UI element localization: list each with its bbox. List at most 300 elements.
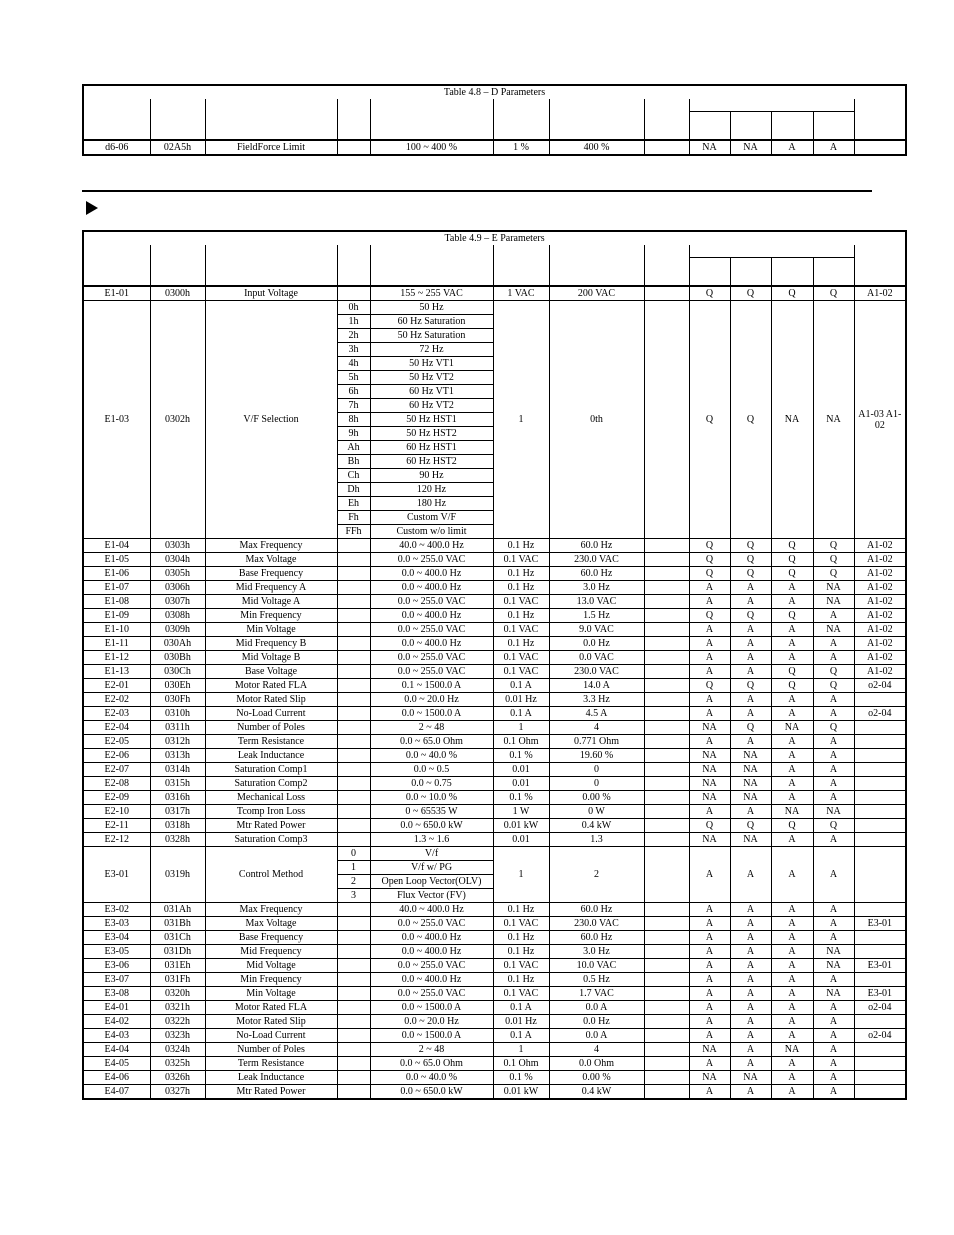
option-label-cell: 60 Hz HST1 — [370, 441, 493, 455]
range-cell: 0.0 ~ 400.0 Hz — [370, 581, 493, 595]
setting-cell — [337, 791, 370, 805]
setting-cell — [337, 903, 370, 917]
param-cell: E2-05 — [83, 735, 150, 749]
param-cell: E3-02 — [83, 903, 150, 917]
setting-cell — [337, 945, 370, 959]
blank-cell — [644, 833, 689, 847]
blank-cell — [644, 651, 689, 665]
range-cell: 0.0 ~ 1500.0 A — [370, 707, 493, 721]
range-cell: 0.0 ~ 255.0 VAC — [370, 987, 493, 1001]
unit-cell: 1 W — [493, 805, 549, 819]
param-cell: E2-04 — [83, 721, 150, 735]
unit-cell: 0.01 — [493, 833, 549, 847]
option-label-cell: Open Loop Vector(OLV) — [370, 875, 493, 889]
name-cell: V/F Selection — [205, 301, 337, 539]
setting-cell — [337, 539, 370, 553]
setting-cell — [337, 553, 370, 567]
mode3-cell: A — [771, 763, 813, 777]
ref-cell — [854, 735, 906, 749]
mode4-cell: A — [813, 791, 854, 805]
default-cell: 9.0 VAC — [549, 623, 644, 637]
setting-cell — [337, 1001, 370, 1015]
ref-cell: A1-02 — [854, 637, 906, 651]
param-cell: d6-06 — [83, 140, 150, 155]
ref-cell: o2-04 — [854, 1001, 906, 1015]
name-cell: Saturation Comp3 — [205, 833, 337, 847]
address-cell: 031Eh — [150, 959, 205, 973]
name-cell: Base Frequency — [205, 931, 337, 945]
range-cell: 40.0 ~ 400.0 Hz — [370, 539, 493, 553]
default-cell: 0.5 Hz — [549, 973, 644, 987]
option-code-cell: 9h — [337, 427, 370, 441]
unit-cell: 0.1 Hz — [493, 931, 549, 945]
mode2-cell: A — [730, 1057, 771, 1071]
section-divider — [82, 190, 872, 192]
table-row — [83, 707, 906, 721]
mode3-cell: NA — [771, 721, 813, 735]
mode4-cell: A — [813, 1029, 854, 1043]
ref-cell: E3-01 — [854, 959, 906, 973]
mode4-cell: A — [813, 609, 854, 623]
param-cell: E3-06 — [83, 959, 150, 973]
blank-cell — [644, 539, 689, 553]
name-cell: Motor Rated FLA — [205, 679, 337, 693]
unit-cell: 1 VAC — [493, 286, 549, 301]
mode2-cell: A — [730, 735, 771, 749]
param-cell: E4-03 — [83, 1029, 150, 1043]
unit-cell: 0.1 Ohm — [493, 735, 549, 749]
header-cell — [83, 245, 150, 286]
ref-cell — [854, 1015, 906, 1029]
option-label-cell: 72 Hz — [370, 343, 493, 357]
blank-cell — [644, 777, 689, 791]
mode2-cell: A — [730, 805, 771, 819]
range-cell: 0.0 ~ 255.0 VAC — [370, 595, 493, 609]
header-cell — [337, 245, 370, 286]
header-cell — [813, 112, 854, 141]
range-cell: 0.0 ~ 400.0 Hz — [370, 609, 493, 623]
name-cell: Mid Frequency — [205, 945, 337, 959]
mode3-cell: A — [771, 637, 813, 651]
mode1-cell: Q — [689, 819, 730, 833]
setting-cell — [337, 721, 370, 735]
mode4-cell: NA — [813, 945, 854, 959]
header-cell — [854, 245, 906, 286]
option-code-cell: 3 — [337, 889, 370, 903]
unit-cell: 0.1 Hz — [493, 637, 549, 651]
name-cell: Mtr Rated Power — [205, 819, 337, 833]
mode4-cell: A — [813, 1057, 854, 1071]
mode1-cell: NA — [689, 791, 730, 805]
mode1-cell: Q — [689, 301, 730, 539]
mode3-cell: A — [771, 651, 813, 665]
header-cell — [644, 245, 689, 286]
param-cell: E1-05 — [83, 553, 150, 567]
ref-cell — [854, 763, 906, 777]
mode3-cell: Q — [771, 567, 813, 581]
range-cell: 2 ~ 48 — [370, 1043, 493, 1057]
default-cell: 1.3 — [549, 833, 644, 847]
default-cell: 60.0 Hz — [549, 539, 644, 553]
option-code-cell: Ah — [337, 441, 370, 455]
mode2-cell: Q — [730, 721, 771, 735]
mode1-cell: A — [689, 903, 730, 917]
mode3-cell: A — [771, 973, 813, 987]
header-cell — [150, 99, 205, 140]
unit-cell: 0.01 Hz — [493, 693, 549, 707]
option-code-cell: 0 — [337, 847, 370, 861]
mode4-cell: A — [813, 140, 854, 155]
mode1-cell: A — [689, 1085, 730, 1100]
range-cell: 0.0 ~ 40.0 % — [370, 1071, 493, 1085]
address-cell: 0326h — [150, 1071, 205, 1085]
setting-cell — [337, 1043, 370, 1057]
setting-cell — [337, 693, 370, 707]
mode1-cell: A — [689, 973, 730, 987]
table-row — [83, 987, 906, 1001]
mode3-cell: A — [771, 581, 813, 595]
mode1-cell: A — [689, 987, 730, 1001]
default-cell: 0.00 % — [549, 791, 644, 805]
param-cell: E4-01 — [83, 1001, 150, 1015]
address-cell: 0322h — [150, 1015, 205, 1029]
mode3-cell: A — [771, 959, 813, 973]
name-cell: Mtr Rated Power — [205, 1085, 337, 1100]
option-code-cell: 4h — [337, 357, 370, 371]
option-code-cell: Bh — [337, 455, 370, 469]
blank-cell — [644, 819, 689, 833]
table-row — [83, 539, 906, 553]
default-cell: 19.60 % — [549, 749, 644, 763]
mode2-cell: A — [730, 637, 771, 651]
mode1-cell: A — [689, 945, 730, 959]
option-label-cell: 50 Hz — [370, 301, 493, 315]
mode2-cell: A — [730, 847, 771, 903]
default-cell: 10.0 VAC — [549, 959, 644, 973]
mode2-cell: A — [730, 595, 771, 609]
param-cell: E1-07 — [83, 581, 150, 595]
address-cell: 031Ah — [150, 903, 205, 917]
mode1-cell: A — [689, 931, 730, 945]
table-row — [83, 763, 906, 777]
header-cell — [689, 258, 730, 287]
mode1-cell: A — [689, 735, 730, 749]
header-cell — [730, 258, 771, 287]
mode2-cell: A — [730, 1043, 771, 1057]
default-cell: 60.0 Hz — [549, 931, 644, 945]
range-cell: 0.0 ~ 255.0 VAC — [370, 917, 493, 931]
header-cell — [689, 112, 730, 141]
param-cell: E2-08 — [83, 777, 150, 791]
mode4-cell: A — [813, 931, 854, 945]
mode3-cell: A — [771, 917, 813, 931]
header-cell — [83, 99, 150, 140]
range-cell: 40.0 ~ 400.0 Hz — [370, 903, 493, 917]
mode2-cell: A — [730, 1001, 771, 1015]
param-cell: E2-09 — [83, 791, 150, 805]
name-cell: Motor Rated Slip — [205, 693, 337, 707]
range-cell: 100 ~ 400 % — [370, 140, 493, 155]
ref-cell — [854, 777, 906, 791]
mode4-cell: A — [813, 847, 854, 903]
unit-cell: 0.1 Hz — [493, 973, 549, 987]
range-cell: 0.0 ~ 40.0 % — [370, 749, 493, 763]
blank-cell — [644, 763, 689, 777]
blank-cell — [644, 973, 689, 987]
mode3-cell: Q — [771, 819, 813, 833]
setting-cell — [337, 707, 370, 721]
address-cell: 0310h — [150, 707, 205, 721]
mode2-cell: A — [730, 945, 771, 959]
address-cell: 0328h — [150, 833, 205, 847]
unit-cell: 1 — [493, 721, 549, 735]
default-cell: 0.4 kW — [549, 1085, 644, 1100]
address-cell: 02A5h — [150, 140, 205, 155]
header-cell — [205, 99, 337, 140]
option-label-cell: 50 Hz VT1 — [370, 357, 493, 371]
name-cell: Max Frequency — [205, 539, 337, 553]
address-cell: 0305h — [150, 567, 205, 581]
setting-cell — [337, 679, 370, 693]
unit-cell: 0.1 % — [493, 791, 549, 805]
table-row — [83, 749, 906, 763]
mode3-cell: NA — [771, 1043, 813, 1057]
mode1-cell: A — [689, 581, 730, 595]
address-cell: 0313h — [150, 749, 205, 763]
default-cell: 0.0 Hz — [549, 637, 644, 651]
mode2-cell: A — [730, 973, 771, 987]
mode2-cell: A — [730, 1015, 771, 1029]
default-cell: 60.0 Hz — [549, 903, 644, 917]
mode2-cell: Q — [730, 679, 771, 693]
mode4-cell: A — [813, 749, 854, 763]
mode4-cell: Q — [813, 819, 854, 833]
mode3-cell: A — [771, 987, 813, 1001]
option-code-cell: 7h — [337, 399, 370, 413]
default-cell: 13.0 VAC — [549, 595, 644, 609]
param-cell: E3-08 — [83, 987, 150, 1001]
blank-cell — [644, 595, 689, 609]
param-cell: E2-07 — [83, 763, 150, 777]
blank-cell — [644, 917, 689, 931]
unit-cell: 0.1 VAC — [493, 595, 549, 609]
mode1-cell: NA — [689, 1071, 730, 1085]
mode2-cell: Q — [730, 286, 771, 301]
table-row — [83, 1071, 906, 1085]
ref-cell — [854, 721, 906, 735]
param-cell: E2-11 — [83, 819, 150, 833]
range-cell: 0.0 ~ 0.75 — [370, 777, 493, 791]
table-row — [83, 679, 906, 693]
mode3-cell: A — [771, 595, 813, 609]
name-cell: Control Method — [205, 847, 337, 903]
param-cell: E4-07 — [83, 1085, 150, 1100]
mode1-cell: NA — [689, 1043, 730, 1057]
table-row — [83, 1043, 906, 1057]
mode3-cell: NA — [771, 301, 813, 539]
blank-cell — [644, 693, 689, 707]
mode4-cell: A — [813, 917, 854, 931]
mode4-cell: NA — [813, 959, 854, 973]
option-label-cell: 180 Hz — [370, 497, 493, 511]
mode1-cell: A — [689, 595, 730, 609]
address-cell: 031Ch — [150, 931, 205, 945]
mode2-cell: A — [730, 581, 771, 595]
option-label-cell: 60 Hz HST2 — [370, 455, 493, 469]
default-cell: 4.5 A — [549, 707, 644, 721]
address-cell: 0318h — [150, 819, 205, 833]
option-code-cell: Fh — [337, 511, 370, 525]
mode3-cell: Q — [771, 553, 813, 567]
blank-cell — [644, 959, 689, 973]
setting-cell — [337, 651, 370, 665]
option-label-cell: Flux Vector (FV) — [370, 889, 493, 903]
blank-cell — [644, 1043, 689, 1057]
param-cell: E3-07 — [83, 973, 150, 987]
table-row — [83, 833, 906, 847]
mode1-cell: A — [689, 847, 730, 903]
mode4-cell: A — [813, 1043, 854, 1057]
setting-cell — [337, 1071, 370, 1085]
name-cell: Tcomp Iron Loss — [205, 805, 337, 819]
mode3-cell: A — [771, 945, 813, 959]
mode4-cell: A — [813, 637, 854, 651]
default-cell: 60.0 Hz — [549, 567, 644, 581]
setting-cell — [337, 581, 370, 595]
mode3-cell: A — [771, 833, 813, 847]
mode4-cell: NA — [813, 301, 854, 539]
mode1-cell: NA — [689, 749, 730, 763]
ref-cell — [854, 693, 906, 707]
mode1-cell: A — [689, 1001, 730, 1015]
table-row — [83, 931, 906, 945]
address-cell: 0314h — [150, 763, 205, 777]
mode2-cell: A — [730, 665, 771, 679]
blank-cell — [644, 791, 689, 805]
mode4-cell: A — [813, 777, 854, 791]
default-cell: 0th — [549, 301, 644, 539]
mode1-cell: A — [689, 665, 730, 679]
table-row — [83, 693, 906, 707]
address-cell: 0303h — [150, 539, 205, 553]
blank-cell — [644, 1029, 689, 1043]
option-code-cell: Ch — [337, 469, 370, 483]
blank-cell — [644, 805, 689, 819]
default-cell: 1.7 VAC — [549, 987, 644, 1001]
unit-cell: 0.1 Hz — [493, 945, 549, 959]
setting-cell — [337, 1085, 370, 1100]
param-cell: E3-01 — [83, 847, 150, 903]
setting-cell — [337, 286, 370, 301]
table-row — [83, 286, 906, 301]
blank-cell — [644, 140, 689, 155]
address-cell: 0307h — [150, 595, 205, 609]
default-cell: 0 — [549, 777, 644, 791]
d-table-title: Table 4.8 – D Parameters — [83, 85, 906, 99]
ref-cell — [854, 140, 906, 155]
mode1-cell: Q — [689, 539, 730, 553]
mode3-cell: A — [771, 1001, 813, 1015]
blank-cell — [644, 1085, 689, 1100]
unit-cell: 0.01 — [493, 777, 549, 791]
ref-cell: o2-04 — [854, 1029, 906, 1043]
mode4-cell: A — [813, 735, 854, 749]
default-cell: 0.4 kW — [549, 819, 644, 833]
table-row — [83, 973, 906, 987]
ref-cell: E3-01 — [854, 987, 906, 1001]
address-cell: 030Ah — [150, 637, 205, 651]
param-cell: E1-06 — [83, 567, 150, 581]
blank-cell — [644, 553, 689, 567]
mode3-cell: NA — [771, 805, 813, 819]
setting-cell — [337, 749, 370, 763]
param-cell: E4-02 — [83, 1015, 150, 1029]
mode2-cell: Q — [730, 609, 771, 623]
mode3-cell: A — [771, 847, 813, 903]
name-cell: Number of Poles — [205, 1043, 337, 1057]
mode1-cell: A — [689, 693, 730, 707]
unit-cell: 0.01 kW — [493, 819, 549, 833]
name-cell: Min Frequency — [205, 609, 337, 623]
range-cell: 0.0 ~ 255.0 VAC — [370, 553, 493, 567]
header-cell — [771, 112, 813, 141]
mode4-cell: A — [813, 903, 854, 917]
mode3-cell: A — [771, 1085, 813, 1100]
ref-cell: o2-04 — [854, 679, 906, 693]
setting-cell — [337, 1029, 370, 1043]
blank-cell — [644, 987, 689, 1001]
param-cell: E2-12 — [83, 833, 150, 847]
setting-cell — [337, 735, 370, 749]
default-cell: 2 — [549, 847, 644, 903]
unit-cell: 0.1 VAC — [493, 651, 549, 665]
default-cell: 0 — [549, 763, 644, 777]
mode1-cell: A — [689, 1029, 730, 1043]
mode2-cell: NA — [730, 777, 771, 791]
range-cell: 0.0 ~ 0.5 — [370, 763, 493, 777]
option-code-cell: 5h — [337, 371, 370, 385]
address-cell: 0325h — [150, 1057, 205, 1071]
mode3-cell: Q — [771, 665, 813, 679]
setting-cell — [337, 833, 370, 847]
name-cell: Max Voltage — [205, 553, 337, 567]
table-row — [83, 567, 906, 581]
ref-cell — [854, 973, 906, 987]
setting-cell — [337, 637, 370, 651]
mode1-cell: NA — [689, 721, 730, 735]
setting-cell — [337, 665, 370, 679]
option-code-cell: 1h — [337, 315, 370, 329]
mode4-cell: NA — [813, 581, 854, 595]
mode1-cell: A — [689, 651, 730, 665]
unit-cell: 1 % — [493, 140, 549, 155]
option-label-cell: V/f — [370, 847, 493, 861]
mode2-cell: A — [730, 959, 771, 973]
mode2-cell: A — [730, 707, 771, 721]
header-cell — [689, 99, 854, 112]
unit-cell: 1 — [493, 1043, 549, 1057]
param-cell: E4-05 — [83, 1057, 150, 1071]
unit-cell: 0.1 Ohm — [493, 1057, 549, 1071]
option-code-cell: FFh — [337, 525, 370, 539]
name-cell: Mechanical Loss — [205, 791, 337, 805]
setting-cell — [337, 140, 370, 155]
mode3-cell: Q — [771, 539, 813, 553]
unit-cell: 0.1 A — [493, 1029, 549, 1043]
mode3-cell: Q — [771, 286, 813, 301]
ref-cell: A1-02 — [854, 651, 906, 665]
name-cell: No-Load Current — [205, 707, 337, 721]
